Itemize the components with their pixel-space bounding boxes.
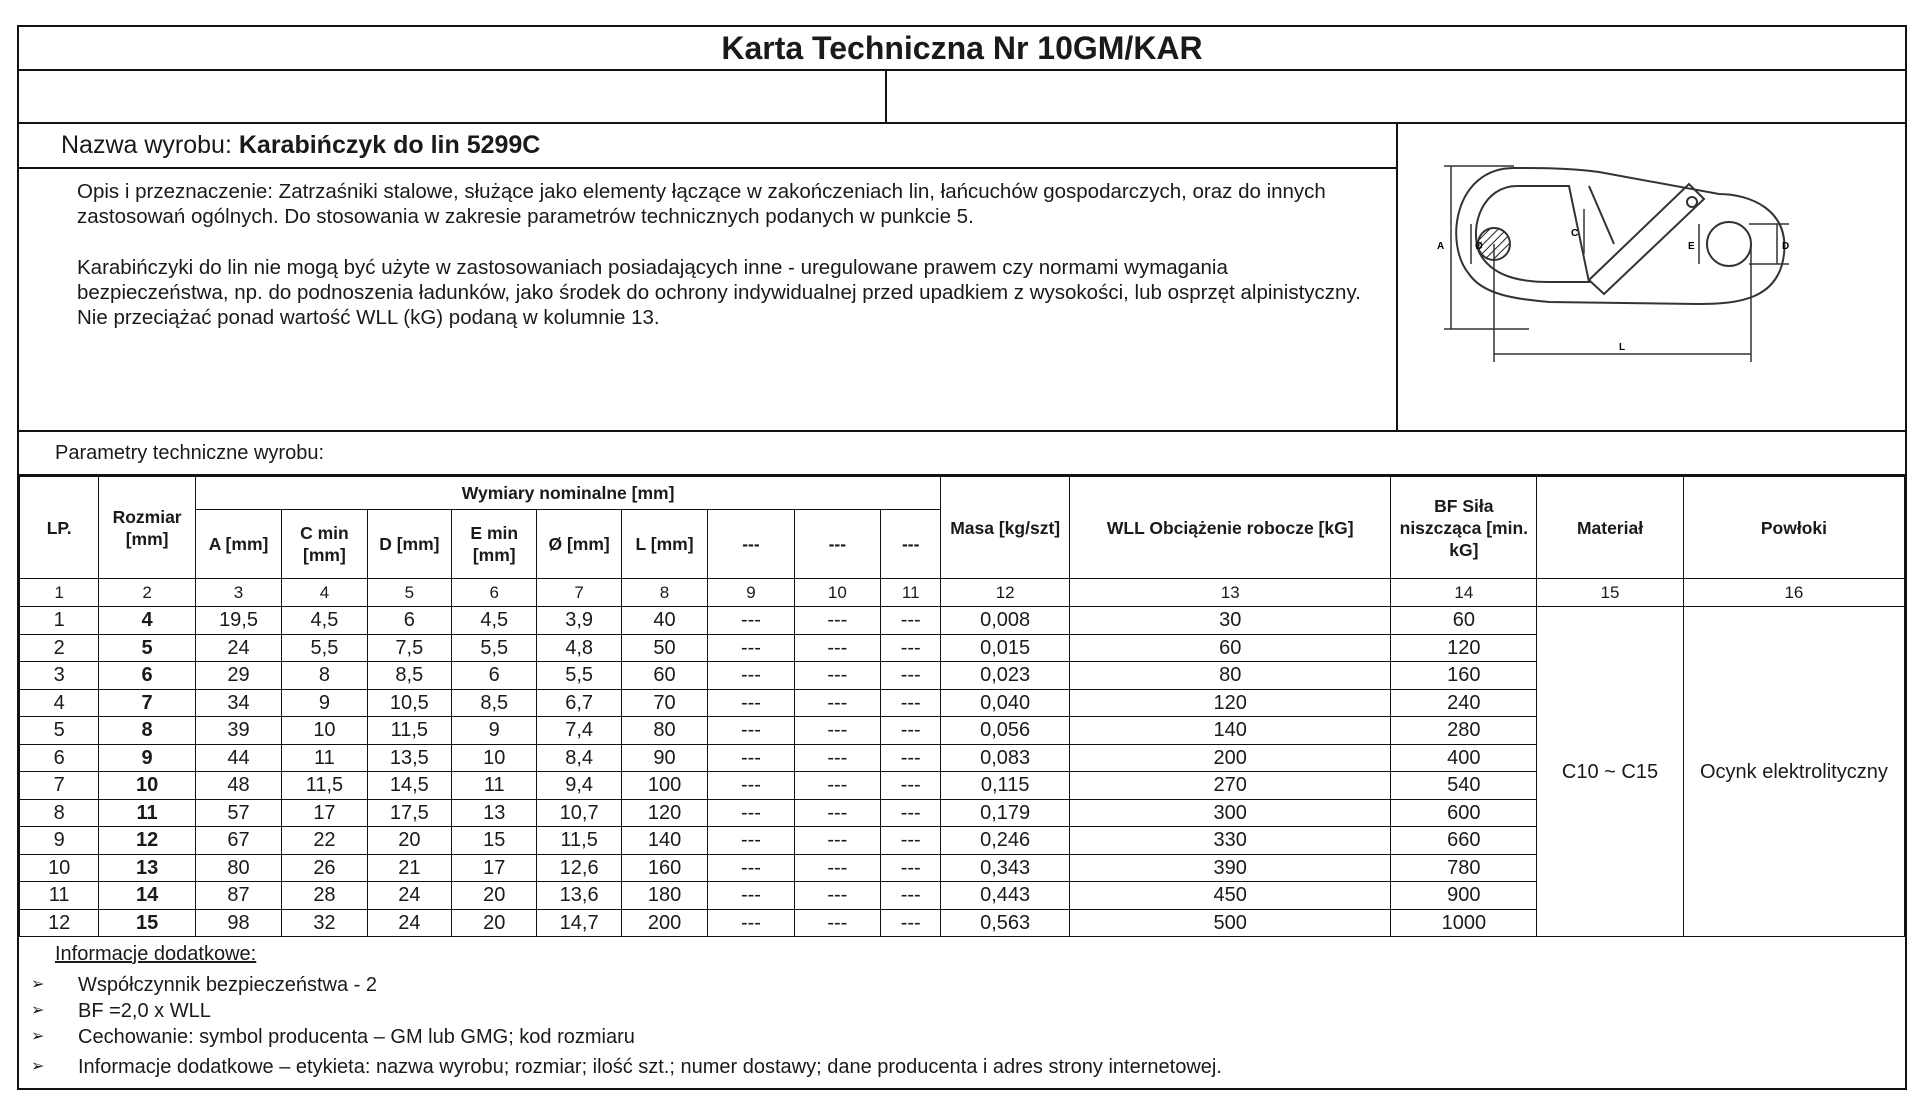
table-cell: 6 (452, 662, 537, 690)
dimension-d-label: D (1782, 241, 1790, 252)
table-cell: 0,015 (941, 634, 1070, 662)
table-cell: 8,5 (452, 689, 537, 717)
table-cell: --- (708, 689, 794, 717)
table-cell: 10 (20, 854, 99, 882)
table-cell: --- (794, 909, 880, 937)
parameters-table (19, 476, 1905, 937)
table-cell: 9 (20, 827, 99, 855)
table-cell: 30 (1069, 607, 1391, 635)
table-cell: 80 (621, 717, 707, 745)
table-cell: 50 (621, 634, 707, 662)
coating-value: Ocynk elektrolityczny (1683, 607, 1904, 937)
table-cell: 7,5 (367, 634, 451, 662)
table-cell: 9,4 (537, 772, 621, 800)
table-cell: 22 (282, 827, 367, 855)
table-cell: 7,4 (537, 717, 621, 745)
table-row (20, 607, 1905, 635)
bullet-arrow-icon: ➢ (31, 1028, 45, 1045)
table-cell: 0,023 (941, 662, 1070, 690)
table-cell: --- (794, 689, 880, 717)
table-cell: 14 (99, 882, 195, 910)
table-cell: --- (881, 854, 941, 882)
technical-sheet (17, 25, 1907, 1090)
table-cell: 24 (195, 634, 281, 662)
col-header-e-min: E min [mm] (452, 510, 537, 579)
info-item-text: Cechowanie: symbol producenta – GM lub GMG; kod rozmiaru (78, 1026, 635, 1048)
table-cell: 1000 (1391, 909, 1537, 937)
column-number: 14 (1391, 579, 1537, 607)
table-cell: --- (794, 607, 880, 635)
table-cell: 4,5 (282, 607, 367, 635)
table-cell: 2 (20, 634, 99, 662)
table-cell: --- (708, 827, 794, 855)
table-cell: 21 (367, 854, 451, 882)
col-header-empty: --- (881, 510, 941, 579)
col-header-diameter: Ø [mm] (537, 510, 621, 579)
table-cell: 17 (282, 799, 367, 827)
material-value: C10 ~ C15 (1537, 607, 1684, 937)
table-cell: 15 (452, 827, 537, 855)
table-cell: 400 (1391, 744, 1537, 772)
table-cell: 140 (1069, 717, 1391, 745)
column-number: 1 (20, 579, 99, 607)
column-number: 15 (1537, 579, 1684, 607)
table-cell: 67 (195, 827, 281, 855)
table-cell: 10,7 (537, 799, 621, 827)
table-cell: 12 (99, 827, 195, 855)
table-cell: --- (794, 662, 880, 690)
table-cell: --- (881, 717, 941, 745)
column-number: 7 (537, 579, 621, 607)
parameters-label: Parametry techniczne wyrobu: (19, 432, 1905, 476)
table-cell: 8 (99, 717, 195, 745)
col-header-a: A [mm] (195, 510, 281, 579)
table-cell: 14,7 (537, 909, 621, 937)
table-cell: 12 (20, 909, 99, 937)
table-cell: 11,5 (537, 827, 621, 855)
table-cell: 0,563 (941, 909, 1070, 937)
table-cell: --- (794, 744, 880, 772)
table-cell: --- (881, 689, 941, 717)
table-cell: --- (794, 634, 880, 662)
table-cell: 120 (1069, 689, 1391, 717)
dimension-l-label: L (1619, 342, 1626, 353)
table-cell: --- (708, 744, 794, 772)
table-cell: 11 (20, 882, 99, 910)
product-description (19, 169, 1396, 330)
table-cell: 4 (20, 689, 99, 717)
table-cell: 6 (99, 662, 195, 690)
table-cell: 48 (195, 772, 281, 800)
table-cell: --- (708, 882, 794, 910)
column-number: 16 (1683, 579, 1904, 607)
table-cell: 12,6 (537, 854, 621, 882)
table-cell: 0,343 (941, 854, 1070, 882)
table-cell: 900 (1391, 882, 1537, 910)
column-number: 6 (452, 579, 537, 607)
table-cell: 60 (1391, 607, 1537, 635)
table-cell: --- (708, 772, 794, 800)
table-cell: 11,5 (367, 717, 451, 745)
divider (885, 71, 887, 122)
table-cell: 60 (621, 662, 707, 690)
table-cell: 9 (452, 717, 537, 745)
table-cell: --- (794, 882, 880, 910)
table-cell: 80 (195, 854, 281, 882)
table-cell: 10 (452, 744, 537, 772)
table-cell: 60 (1069, 634, 1391, 662)
additional-info (19, 937, 1905, 1080)
table-cell: 11 (452, 772, 537, 800)
table-cell: 100 (621, 772, 707, 800)
table-cell: 0,179 (941, 799, 1070, 827)
product-name-row (19, 124, 1396, 169)
product-name: Karabińczyk do lin 5299C (238, 131, 541, 159)
table-cell: 660 (1391, 827, 1537, 855)
carabiner-diagram-icon (1399, 124, 1905, 430)
table-cell: 3,9 (537, 607, 621, 635)
table-cell: 270 (1069, 772, 1391, 800)
table-cell: 34 (195, 689, 281, 717)
col-header-size: Rozmiar [mm] (99, 477, 195, 579)
col-header-c-min: C min [mm] (282, 510, 367, 579)
table-cell: 24 (367, 882, 451, 910)
table-cell: 13 (452, 799, 537, 827)
table-cell: 11,5 (282, 772, 367, 800)
table-cell: 11 (282, 744, 367, 772)
product-info (19, 124, 1398, 430)
table-cell: --- (708, 854, 794, 882)
col-header-coating: Powłoki (1683, 477, 1904, 579)
table-cell: 19,5 (195, 607, 281, 635)
additional-info-list (31, 972, 1905, 1080)
document-title: Karta Techniczna Nr 10GM/KAR (19, 27, 1905, 71)
table-cell: 8,4 (537, 744, 621, 772)
table-cell: 44 (195, 744, 281, 772)
table-cell: 70 (621, 689, 707, 717)
table-cell: --- (881, 909, 941, 937)
table-cell: --- (794, 717, 880, 745)
col-header-material: Materiał (1537, 477, 1684, 579)
table-cell: 180 (621, 882, 707, 910)
column-number: 8 (621, 579, 707, 607)
table-cell: 200 (621, 909, 707, 937)
carabiner-drawing (1399, 124, 1905, 430)
table-cell: 13 (99, 854, 195, 882)
table-cell: 450 (1069, 882, 1391, 910)
table-cell: 80 (1069, 662, 1391, 690)
table-cell: 4,8 (537, 634, 621, 662)
description-paragraph: Opis i przeznaczenie: Zatrzaśniki stalowe, służące jako elementy łączące w zakończeniach lin, łańcuchów gospodarczych, oraz do innych zastosowań ogólnych. Do stosowania w zakresie parametrów technicznych podanych w punkcie 5. (77, 180, 1326, 228)
table-cell: 0,246 (941, 827, 1070, 855)
product-section (19, 124, 1905, 432)
bullet-arrow-icon: ➢ (31, 976, 45, 993)
table-cell: 120 (621, 799, 707, 827)
dimension-e-label: E (1688, 241, 1695, 252)
table-cell: 600 (1391, 799, 1537, 827)
table-cell: 120 (1391, 634, 1537, 662)
info-item (31, 998, 1905, 1024)
column-number: 2 (99, 579, 195, 607)
table-cell: 7 (20, 772, 99, 800)
table-cell: 11 (99, 799, 195, 827)
description-paragraph: Karabińczyki do lin nie mogą być użyte w zastosowaniach posiadających inne - uregulowane prawem czy normami wymagania bezpieczeństwa, np. do podnoszenia ładunków, jako środek do ochrony indywidualnej przed upadkiem z wysokości, lub osprzęt alpinistyczny. Nie przeciążać ponad wartość WLL (kG) podaną w kolumnie 13. (77, 256, 1361, 329)
table-cell: 9 (282, 689, 367, 717)
table-cell: 57 (195, 799, 281, 827)
bullet-arrow-icon: ➢ (31, 1058, 45, 1075)
column-number: 9 (708, 579, 794, 607)
table-cell: 160 (1391, 662, 1537, 690)
col-header-d: D [mm] (367, 510, 451, 579)
table-cell: 0,115 (941, 772, 1070, 800)
info-item (31, 1054, 1905, 1080)
table-cell: 15 (99, 909, 195, 937)
table-cell: --- (708, 717, 794, 745)
table-cell: --- (794, 772, 880, 800)
table-cell: 5,5 (452, 634, 537, 662)
table-cell: --- (881, 799, 941, 827)
table-cell: 160 (621, 854, 707, 882)
table-cell: --- (881, 744, 941, 772)
info-item-text: BF =2,0 x WLL (78, 1000, 211, 1022)
table-cell: 4 (99, 607, 195, 635)
table-cell: 6 (367, 607, 451, 635)
table-cell: 8,5 (367, 662, 451, 690)
table-cell: 0,083 (941, 744, 1070, 772)
table-cell: --- (881, 772, 941, 800)
table-cell: --- (794, 827, 880, 855)
column-number: 12 (941, 579, 1070, 607)
table-cell: 13,6 (537, 882, 621, 910)
table-cell: 20 (452, 882, 537, 910)
table-cell: 98 (195, 909, 281, 937)
col-header-dimensions: Wymiary nominalne [mm] (195, 477, 941, 510)
table-cell: 28 (282, 882, 367, 910)
table-cell: --- (794, 799, 880, 827)
table-cell: 7 (99, 689, 195, 717)
table-cell: 300 (1069, 799, 1391, 827)
table-cell: 1 (20, 607, 99, 635)
table-cell: 29 (195, 662, 281, 690)
table-cell: 14,5 (367, 772, 451, 800)
table-cell: 17 (452, 854, 537, 882)
info-item-text: Informacje dodatkowe – etykieta: nazwa wyrobu; rozmiar; ilość szt.; numer dostawy; dane producenta i adres strony internetowej. (78, 1056, 1222, 1078)
additional-info-heading: Informacje dodatkowe: (55, 943, 257, 965)
table-cell: 9 (99, 744, 195, 772)
col-header-l: L [mm] (621, 510, 707, 579)
table-cell: 5,5 (282, 634, 367, 662)
table-cell: --- (881, 827, 941, 855)
table-cell: 5,5 (537, 662, 621, 690)
table-cell: 5 (20, 717, 99, 745)
table-cell: 87 (195, 882, 281, 910)
column-number: 11 (881, 579, 941, 607)
table-cell: 90 (621, 744, 707, 772)
table-cell: 0,008 (941, 607, 1070, 635)
column-number: 13 (1069, 579, 1391, 607)
table-cell: --- (794, 854, 880, 882)
table-cell: 17,5 (367, 799, 451, 827)
column-number: 5 (367, 579, 451, 607)
table-cell: --- (881, 662, 941, 690)
table-cell: 780 (1391, 854, 1537, 882)
dimension-c-label: C (1571, 228, 1579, 239)
table-cell: 540 (1391, 772, 1537, 800)
table-cell: 10 (282, 717, 367, 745)
table-cell: 6,7 (537, 689, 621, 717)
table-cell: --- (881, 882, 941, 910)
table-cell: --- (708, 799, 794, 827)
column-number: 10 (794, 579, 880, 607)
table-cell: 13,5 (367, 744, 451, 772)
table-cell: 40 (621, 607, 707, 635)
col-header-bf: BF Siła niszcząca [min. kG] (1391, 477, 1537, 579)
bullet-arrow-icon: ➢ (31, 1002, 45, 1019)
column-number: 4 (282, 579, 367, 607)
table-cell: --- (708, 634, 794, 662)
col-header-wll: WLL Obciążenie robocze [kG] (1069, 477, 1391, 579)
info-item (31, 1024, 1905, 1050)
table-cell: 0,056 (941, 717, 1070, 745)
blank-header-row (19, 71, 1905, 124)
col-header-mass: Masa [kg/szt] (941, 477, 1070, 579)
table-cell: 500 (1069, 909, 1391, 937)
table-cell: 6 (20, 744, 99, 772)
info-item (31, 972, 1905, 998)
info-item-text: Współczynnik bezpieczeństwa - 2 (78, 974, 378, 996)
table-cell: 200 (1069, 744, 1391, 772)
table-cell: 8 (20, 799, 99, 827)
table-cell: 3 (20, 662, 99, 690)
col-header-empty: --- (794, 510, 880, 579)
dimension-a-label: A (1437, 241, 1445, 252)
table-cell: 8 (282, 662, 367, 690)
table-cell: 20 (452, 909, 537, 937)
table-body (20, 607, 1905, 937)
dimension-o-label: Ø (1475, 241, 1483, 252)
table-cell: 0,040 (941, 689, 1070, 717)
table-cell: 390 (1069, 854, 1391, 882)
table-cell: 20 (367, 827, 451, 855)
table-cell: 140 (621, 827, 707, 855)
table-cell: 10 (99, 772, 195, 800)
table-cell: --- (708, 909, 794, 937)
table-cell: 5 (99, 634, 195, 662)
table-cell: --- (708, 607, 794, 635)
table-cell: 32 (282, 909, 367, 937)
col-header-lp: LP. (20, 477, 99, 579)
table-cell: 39 (195, 717, 281, 745)
table-cell: --- (881, 634, 941, 662)
table-cell: 0,443 (941, 882, 1070, 910)
product-name-label: Nazwa wyrobu: (61, 131, 232, 159)
table-cell: 24 (367, 909, 451, 937)
table-cell: 280 (1391, 717, 1537, 745)
col-header-empty: --- (708, 510, 794, 579)
table-cell: 240 (1391, 689, 1537, 717)
column-number: 3 (195, 579, 281, 607)
column-number-row (20, 579, 1905, 607)
table-cell: 330 (1069, 827, 1391, 855)
table-cell: --- (708, 662, 794, 690)
table-cell: --- (881, 607, 941, 635)
table-cell: 26 (282, 854, 367, 882)
table-cell: 10,5 (367, 689, 451, 717)
table-cell: 4,5 (452, 607, 537, 635)
